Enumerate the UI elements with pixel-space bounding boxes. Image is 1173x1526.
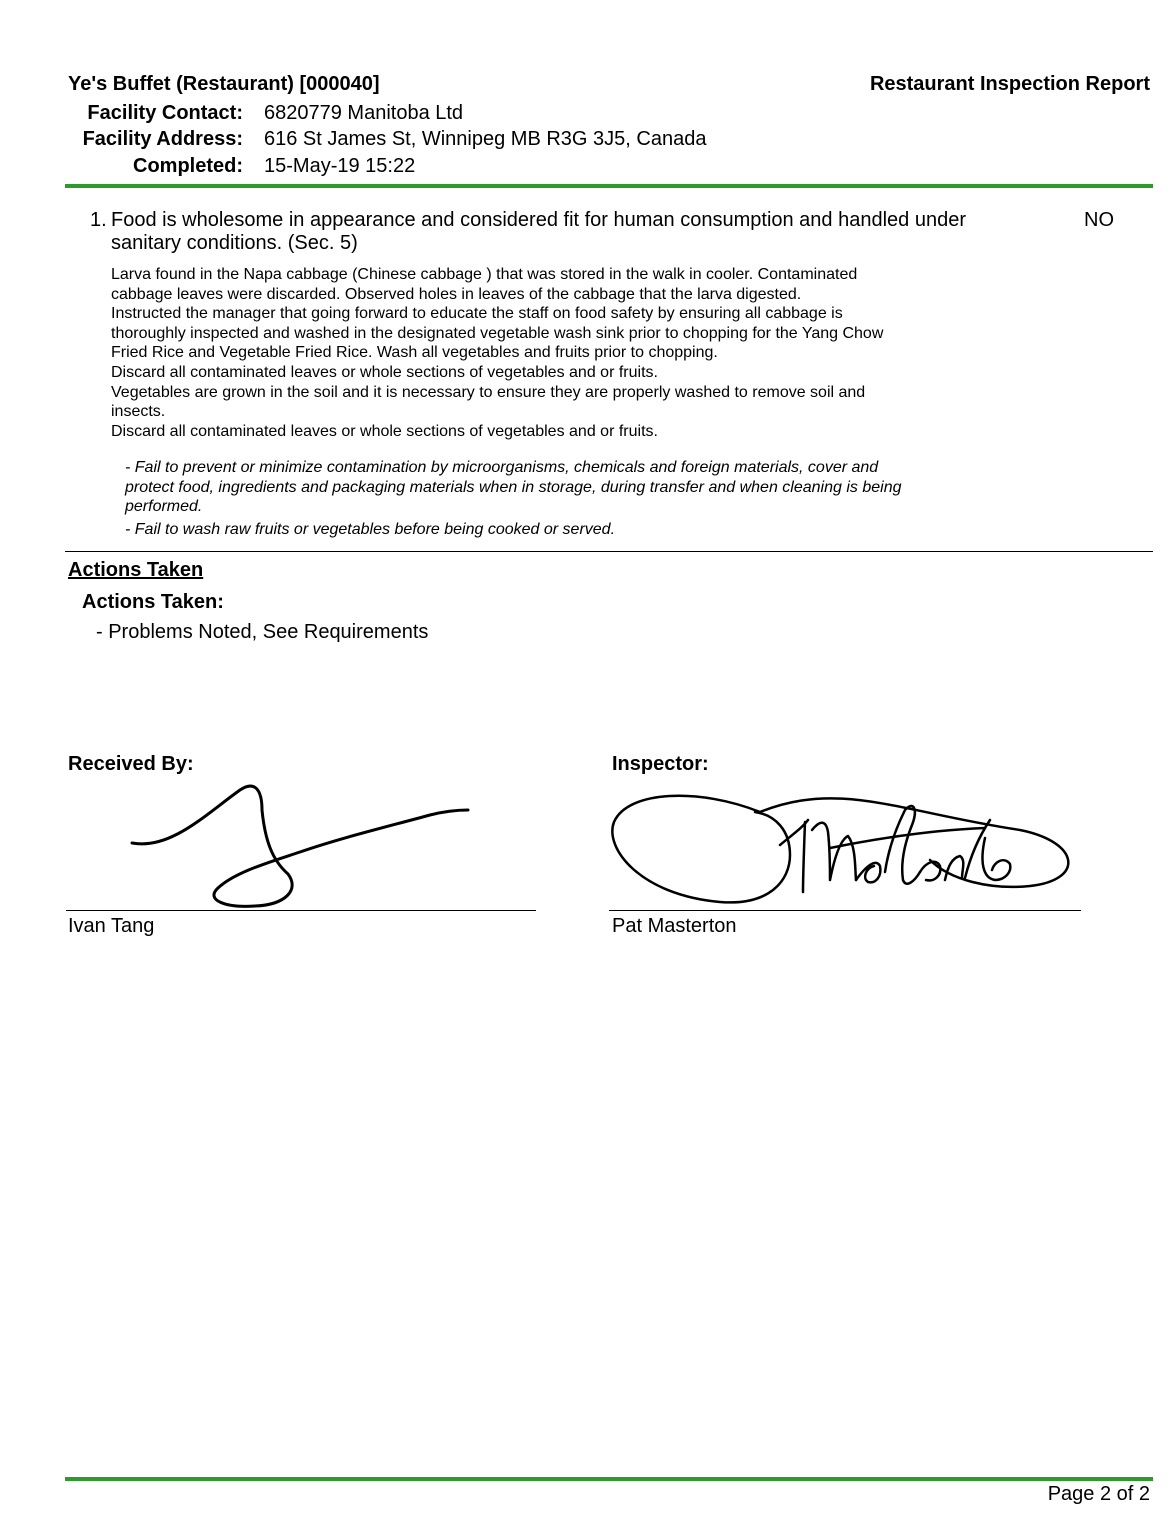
violation-line: - Fail to prevent or minimize contamination by microorganisms, chemicals and foreign materials, cover and bbox=[125, 459, 879, 476]
item-title-line-1: Food is wholesome in appearance and considered fit for human consumption and handled under bbox=[111, 209, 966, 231]
completed-value: 15-May-19 15:22 bbox=[264, 155, 416, 177]
received-by-name: Ivan Tang bbox=[68, 915, 155, 937]
inspector-name: Pat Masterton bbox=[612, 915, 737, 937]
facility-contact-label: Facility Contact: bbox=[87, 102, 243, 124]
violation-line: performed. bbox=[125, 498, 203, 516]
note-line: cabbage leaves were discarded. Observed holes in leaves of the cabbage that the larva digested. bbox=[111, 285, 802, 303]
report-title: Restaurant Inspection Report bbox=[869, 73, 1150, 95]
actions-subtitle: Actions Taken: bbox=[82, 591, 224, 613]
note-line: Fried Rice and Vegetable Fried Rice. Wash all vegetables and fruits prior to chopping. bbox=[111, 344, 718, 362]
actions-section-title: Actions Taken bbox=[68, 559, 204, 581]
facility-address-label: Facility Address: bbox=[82, 128, 243, 150]
facility-contact-value: 6820779 Manitoba Ltd bbox=[264, 102, 464, 124]
note-line: thoroughly inspected and washed in the designated vegetable wash sink prior to chopping for the Yang Chow bbox=[111, 324, 884, 342]
inspector-label: Inspector: bbox=[612, 753, 709, 775]
footer-divider bbox=[65, 1477, 1153, 1481]
note-line: Discard all contaminated leaves or whole sections of vegetables and or fruits. bbox=[111, 363, 658, 381]
facility-address-value: 616 St James St, Winnipeg MB R3G 3J5, Canada bbox=[264, 128, 707, 150]
received-signature-line bbox=[66, 910, 536, 911]
received-signature bbox=[132, 786, 468, 906]
item-number: 1. bbox=[90, 209, 107, 231]
item-title-line-2: sanitary conditions. (Sec. 5) bbox=[111, 232, 358, 254]
note-line: Instructed the manager that going forward to educate the staff on food safety by ensuring all cabbage is bbox=[111, 305, 843, 323]
note-line: Discard all contaminated leaves or whole sections of vegetables and or fruits. bbox=[111, 422, 658, 440]
note-line: insects. bbox=[111, 403, 166, 421]
page-number: Page 2 of 2 bbox=[1047, 1483, 1150, 1505]
inspector-signature-line bbox=[609, 910, 1081, 911]
completed-label: Completed: bbox=[133, 155, 243, 177]
facility-name: Ye's Buffet (Restaurant) [000040] bbox=[68, 73, 380, 95]
note-line: Larva found in the Napa cabbage (Chinese cabbage ) that was stored in the walk in cooler. Contaminated bbox=[111, 266, 858, 283]
violation-line: - Fail to wash raw fruits or vegetables before being cooked or served. bbox=[125, 520, 616, 538]
note-line: Vegetables are grown in the soil and it is necessary to ensure they are properly washed to remove soil and bbox=[111, 383, 866, 401]
inspector-signature bbox=[612, 796, 1068, 903]
actions-entry: - Problems Noted, See Requirements bbox=[96, 621, 429, 643]
violation-line: protect food, ingredients and packaging materials when in storage, during transfer and when cleaning is being bbox=[125, 478, 902, 496]
received-by-label: Received By: bbox=[68, 753, 194, 775]
item-result: NO bbox=[1084, 209, 1114, 231]
